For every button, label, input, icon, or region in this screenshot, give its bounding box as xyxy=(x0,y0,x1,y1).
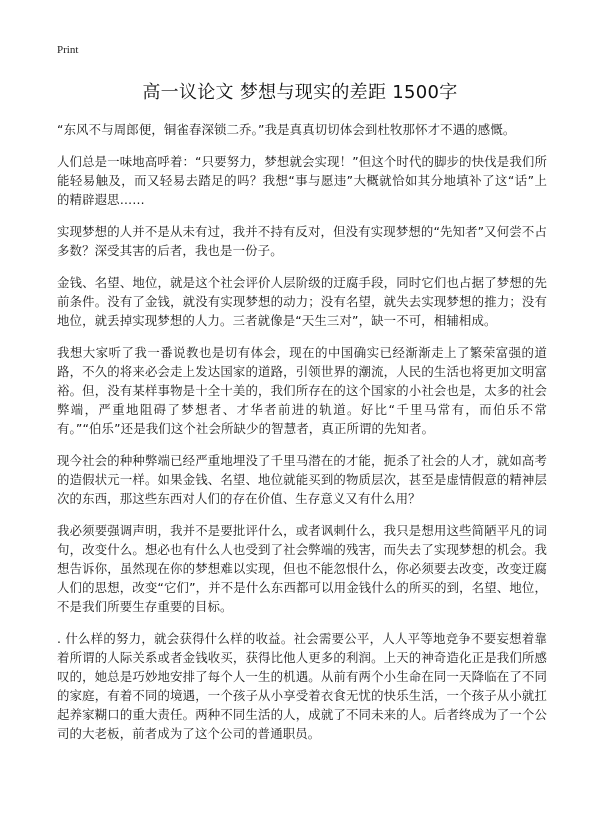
document-body xyxy=(57,120,547,756)
paragraph: 我必须要强调声明，我并不是要批评什么，或者讽刺什么，我只是想用这些简陋平凡的词句，改变什么。想必也有什么人也受到了社会弊端的残害，而失去了实现梦想的机会。我想告诉你，虽然现在你的梦想难以实现，但也不能忽恨什么，你必须要去改变，改变迂腐人们的思想，改变“它们”，并不是什么东西都可以用金钱什么的所买的到，名望、地位，不是我们所要生存重要的目标。 xyxy=(57,523,547,614)
document-title: 高一议论文 梦想与现实的差距 1500字 xyxy=(142,82,458,103)
paragraph: 人们总是一味地高呼着：“只要努力，梦想就会实现！”但这个时代的脚步的快伐是我们所能轻易触及，而又轻易去踏足的吗？我想“事与愿违”大概就恰如其分地填补了这“话”上的精辟遐思…… xyxy=(57,154,547,207)
paragraph: 金钱、名望、地位，就是这个社会评价人层阶级的迂腐手段，同时它们也占据了梦想的先前条件。没有了金钱，就没有实现梦想的动力；没有名望，就失去实现梦想的推力；没有地位，就丢掉实现梦想的人力。三者就像是“天生三对”，缺一不可，相辅相成。 xyxy=(57,275,547,328)
paragraph: 现今社会的种种弊端已经严重地埋没了千里马潜在的才能，扼杀了社会的人才，就如高考的造假状元一样。如果金钱、名望、地位就能买到的物质层次，甚至是虚情假意的精神层次的东西，那这些东西对人们的存在价值、生存意义又有什么用？ xyxy=(57,453,547,506)
paragraph: 我想大家听了我一番说教也是切有体会，现在的中国确实已经渐渐走上了繁荣富强的道路，不久的将来必会走上发达国家的道路，引领世界的潮流，人民的生活也将更加文明富裕。但，没有某样事物是十全十美的，我们所存在的这个国家的小社会也是，太多的社会弊端，严重地阻碍了梦想者、才华者前进的轨道。好比“千里马常有，而伯乐不常有。”“伯乐”还是我们这个社会所缺少的智慧者，真正所谓的先知者。 xyxy=(57,345,547,436)
print-label: Print xyxy=(57,44,79,56)
paragraph: . 什么样的努力，就会获得什么样的收益。社会需要公平，人人平等地竞争不要妄想着靠着所谓的人际关系或者金钱收买，获得比他人更多的利润。上天的神奇造化正是我们所感叹的，她总是巧妙地安排了每个人一生的机遇。从前有两个小生命在同一天降临在了不同的家庭，有着不同的境遇，一个孩子从小享受着衣食无忧的快乐生活，一个孩子从小就扛起养家糊口的重大责任。两种不同生活的人，成就了不同未来的人。后者终成为了一个公司的大老板，前者成为了这个公司的普通职员。 xyxy=(57,631,547,741)
paragraph: 实现梦想的人并不是从未有过，我并不持有反对，但没有实现梦想的“先知者”又何尝不占多数？深受其害的后者，我也是一份子。 xyxy=(57,224,547,258)
paragraph: “东风不与周郎便，铜雀春深锁二乔。”我是真真切切体会到杜牧那怀才不遇的感慨。 xyxy=(57,122,516,137)
